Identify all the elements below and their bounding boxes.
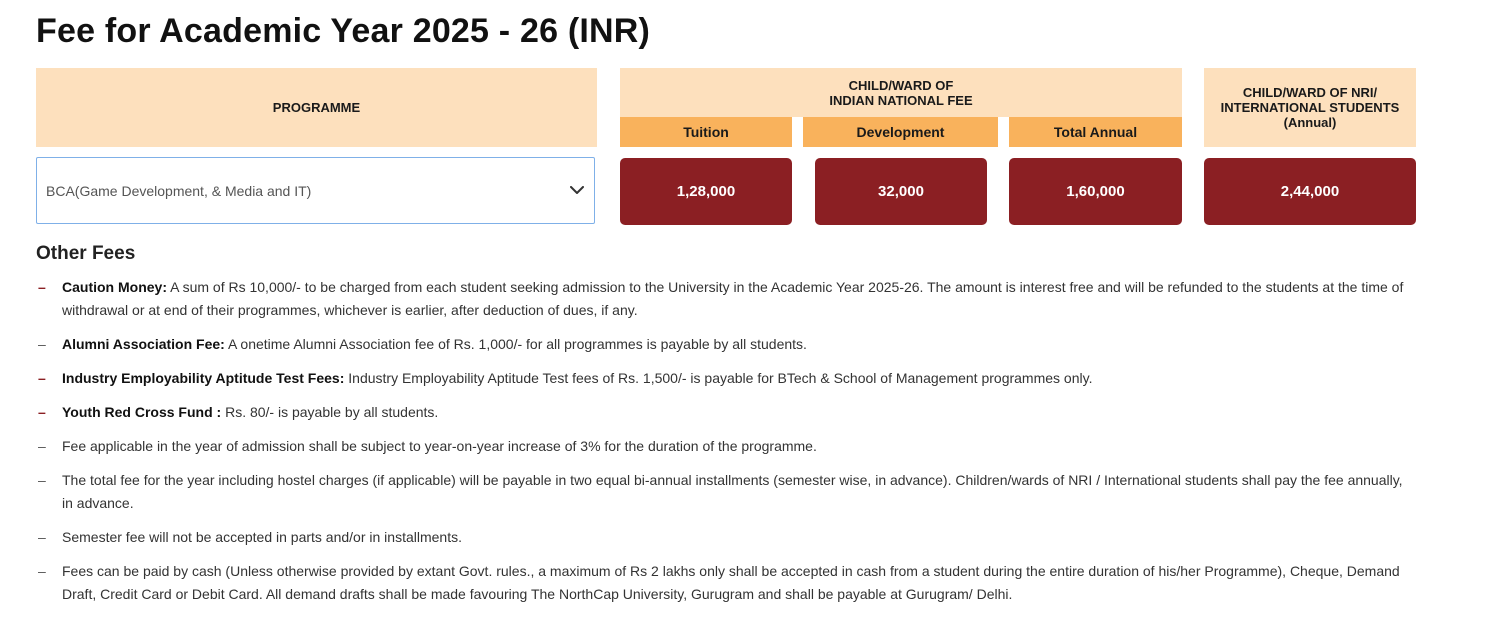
- note-label: Youth Red Cross Fund :: [62, 404, 222, 420]
- tuition-fee-value: 1,28,000: [620, 158, 792, 225]
- dash-bullet-icon: –: [38, 404, 46, 420]
- note-label: Alumni Association Fee:: [62, 336, 225, 352]
- dash-bullet-icon: –: [38, 529, 46, 545]
- list-item: [36, 560, 1416, 606]
- note-text: Rs. 80/- is payable by all students.: [221, 404, 439, 420]
- dash-bullet-icon: –: [38, 336, 46, 352]
- nri-fee-header-line3: (Annual): [1283, 115, 1337, 130]
- development-fee-value: 32,000: [815, 158, 987, 225]
- other-fees-list: [36, 276, 1416, 617]
- list-item: [36, 469, 1416, 515]
- note-label: Industry Employability Aptitude Test Fees:: [62, 370, 345, 386]
- nri-fee-header-line1: CHILD/WARD OF NRI/: [1242, 85, 1378, 100]
- list-item: [36, 401, 1416, 424]
- programme-header-label: PROGRAMME: [272, 100, 361, 115]
- note-text: The total fee for the year including hostel charges (if applicable) will be payable in two equal bi-annual installments (semester wise, in advance). Children/wards of NRI / International students shall pay the fee annually, in advance.: [62, 472, 1403, 511]
- dash-bullet-icon: –: [38, 563, 46, 579]
- development-subheader: [803, 117, 998, 147]
- list-item: [36, 435, 1416, 458]
- list-item: [36, 276, 1416, 322]
- chevron-down-icon[interactable]: [568, 182, 586, 200]
- indian-fee-header: [620, 68, 1182, 117]
- total-annual-fee-value: 1,60,000: [1009, 158, 1182, 225]
- programme-select-value: BCA(Game Development, & Media and IT): [46, 182, 312, 199]
- note-text: A onetime Alumni Association fee of Rs. 1,000/- for all programmes is payable by all students.: [224, 336, 807, 352]
- nri-fee-header-line2: INTERNATIONAL STUDENTS: [1220, 100, 1400, 115]
- list-item: [36, 333, 1416, 356]
- indian-fee-header-line2: INDIAN NATIONAL FEE: [829, 92, 973, 108]
- dash-bullet-icon: –: [38, 438, 46, 454]
- note-text: Fee applicable in the year of admission shall be subject to year-on-year increase of 3% for the duration of the programme.: [62, 438, 817, 454]
- dash-bullet-icon: –: [38, 472, 46, 488]
- note-label: Caution Money:: [62, 279, 167, 295]
- other-fees-title: Other Fees: [36, 243, 136, 264]
- programme-select[interactable]: [36, 157, 595, 224]
- page-title: Fee for Academic Year 2025 - 26 (INR): [36, 12, 651, 50]
- list-item: [36, 367, 1416, 390]
- total-annual-subheader: [1009, 117, 1182, 147]
- note-text: Semester fee will not be accepted in parts and/or in installments.: [62, 529, 462, 545]
- development-subheader-label: Development: [856, 124, 945, 140]
- dash-bullet-icon: –: [38, 279, 46, 295]
- indian-fee-header-line1: CHILD/WARD OF: [848, 77, 954, 93]
- dash-bullet-icon: –: [38, 370, 46, 386]
- programme-header: [36, 68, 597, 147]
- note-text: A sum of Rs 10,000/- to be charged from each student seeking admission to the University in the Academic Year 2025-26. The amount is interest free and will be refunded to the students at the time of withdrawal or at end of their programmes, whichever is earlier, after deduction of dues, if any.: [62, 279, 1404, 318]
- nri-fee-header: [1204, 68, 1416, 147]
- list-item: [36, 526, 1416, 549]
- tuition-subheader-label: Tuition: [683, 124, 729, 140]
- nri-fee-value: 2,44,000: [1204, 158, 1416, 225]
- note-text: Industry Employability Aptitude Test fees of Rs. 1,500/- is payable for BTech & School of Management programmes only.: [344, 370, 1093, 386]
- total-annual-subheader-label: Total Annual: [1053, 124, 1138, 140]
- note-text: Fees can be paid by cash (Unless otherwise provided by extant Govt. rules., a maximum of Rs 2 lakhs only shall be accepted in cash from a student during the entire duration of his/her Programme), Cheque, Demand Draft, Credit Card or Debit Card. All demand drafts shall be made favouring The NorthCap University, Gurugram and shall be payable at Gurugram/ Delhi.: [62, 563, 1400, 602]
- tuition-subheader: [620, 117, 792, 147]
